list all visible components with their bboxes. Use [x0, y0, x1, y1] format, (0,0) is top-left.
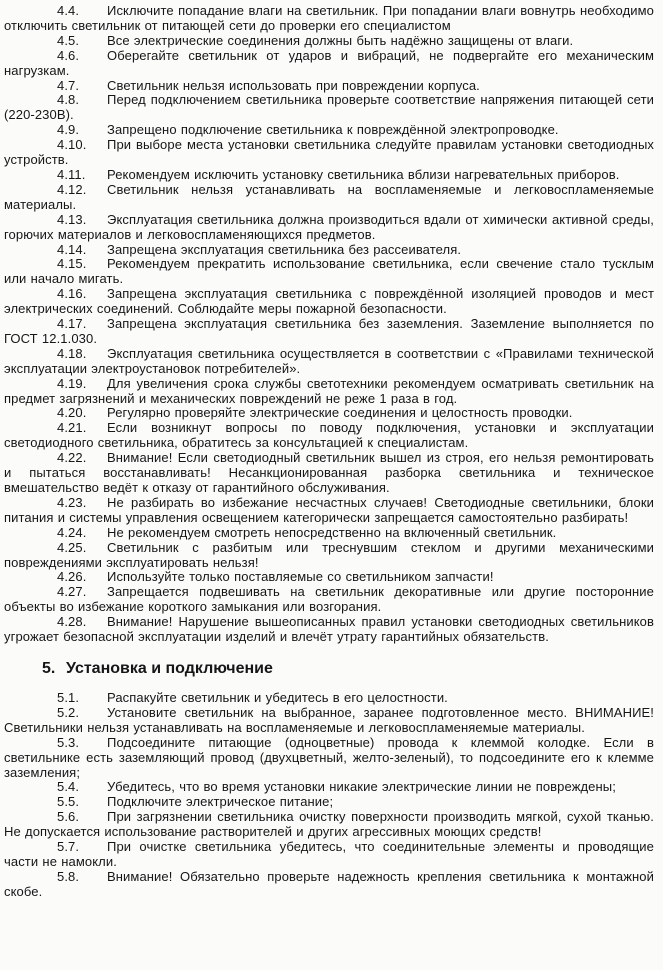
numbered-paragraph: [4, 780, 654, 795]
item-number: 4.23.: [57, 494, 87, 510]
item-text: Распакуйте светильник и убедитесь в его целостности.: [107, 689, 448, 705]
item-number: 4.19.: [57, 375, 87, 391]
item-number: 4.4.: [57, 3, 80, 18]
item-text: Используйте только поставляемые со светильником запчасти!: [107, 569, 494, 585]
section-5-item-list: [4, 691, 654, 900]
numbered-paragraph: [4, 213, 654, 243]
item-number: 4.26.: [57, 569, 87, 585]
item-text: Запрещена эксплуатация светильника без рассеивателя.: [107, 241, 462, 257]
numbered-paragraph: [4, 406, 654, 421]
numbered-paragraph: [4, 317, 654, 347]
section-5-heading-number: 5.: [42, 659, 56, 677]
numbered-paragraph: [4, 840, 654, 870]
numbered-paragraph: [4, 123, 654, 138]
item-number: 4.16.: [57, 286, 87, 302]
item-text: Внимание! Обязательно проверьте надежность крепления светильника к монтажной скобе.: [4, 868, 654, 899]
item-text: Внимание! Если светодиодный светильник вышел из строя, его нельзя ремонтировать и пытаться восстанавливать! Несанкционированная разборка светильника и техническое вмешательство ведёт к отказу от гарантийного обслуживания.: [4, 450, 654, 495]
item-number: 4.8.: [57, 92, 80, 108]
item-text: Перед подключением светильника проверьте соответствие напряжения питающей сети (220-230В).: [4, 92, 654, 123]
item-number: 5.6.: [57, 809, 80, 825]
item-number: 4.13.: [57, 211, 87, 227]
item-number: 5.3.: [57, 734, 80, 750]
item-text: Рекомендуем исключить установку светильника вблизи нагревательных приборов.: [107, 166, 620, 182]
section-5-heading-title: Установка и подключение: [66, 659, 273, 677]
item-text: Исключите попадание влаги на светильник. При попадании влаги вовнутрь необходимо отключить светильник от питающей сети до проверки его специалистом: [4, 3, 654, 33]
item-text: Не разбирать во избежание несчастных случаев! Светодиодные светильники, блоки питания и системы управления освещением категорически запрещается самостоятельно разбирать!: [4, 494, 654, 525]
numbered-paragraph: [4, 870, 654, 900]
numbered-paragraph: [4, 810, 654, 840]
item-text: Запрещается подвешивать на светильник декоративные или другие посторонние объекты во избежание короткого замыкания или возгорания.: [4, 584, 654, 615]
numbered-paragraph: [4, 347, 654, 377]
item-number: 4.28.: [57, 614, 87, 630]
item-text: Запрещено подключение светильника к повреждённой электропроводке.: [107, 122, 559, 138]
item-number: 4.25.: [57, 539, 87, 555]
numbered-paragraph: [4, 243, 654, 258]
numbered-paragraph: [4, 541, 654, 571]
item-text: Установите светильник на выбранное, заранее подготовленное место. ВНИМАНИЕ! Светильники нельзя устанавливать на воспламеняемые и легковоспламеняемые материалы.: [4, 704, 654, 735]
item-text: Светильник с разбитым или треснувшим стеклом и другими механическими повреждениями эксплуатировать нельзя!: [4, 539, 654, 570]
item-text: Подсоедините питающие (одноцветные) провода к клеммой колодке. Если в светильнике есть заземляющий провод (двухцветный, желто-зеленый), то подсоедините его к клемме заземления;: [4, 734, 654, 780]
item-text: Подключите электрическое питание;: [107, 794, 334, 810]
item-text: При выборе места установки светильника следуйте правилам установки светодиодных устройств.: [4, 137, 654, 168]
item-text: Эксплуатация светильника должна производиться вдали от химически активной среды, горючих материалов и легковоспламеняющихся предметов.: [4, 211, 654, 242]
item-text: Если возникнут вопросы по поводу подключения, установки и эксплуатации светодиодного светильника, обратитесь за консультацией к специалистам.: [4, 420, 654, 451]
numbered-paragraph: [4, 79, 654, 94]
numbered-paragraph: [4, 183, 654, 213]
item-number: 4.6.: [57, 47, 80, 63]
numbered-paragraph: [4, 34, 654, 49]
item-text: Рекомендуем прекратить использование светильника, если свечение стало тусклым или начало мигать.: [4, 256, 654, 287]
item-number: 4.9.: [57, 122, 80, 138]
numbered-paragraph: [4, 795, 654, 810]
numbered-paragraph: [4, 451, 654, 496]
item-number: 4.12.: [57, 181, 87, 197]
numbered-paragraph: [4, 496, 654, 526]
section-5-heading: [4, 660, 654, 678]
item-number: 5.8.: [57, 868, 80, 884]
numbered-paragraph: [4, 691, 654, 706]
item-number: 4.24.: [57, 524, 87, 540]
item-number: 4.21.: [57, 420, 87, 436]
item-number: 5.7.: [57, 839, 80, 855]
numbered-paragraph: [4, 168, 654, 183]
item-number: 4.10.: [57, 137, 87, 153]
numbered-paragraph: [4, 257, 654, 287]
item-text: Внимание! Нарушение вышеописанных правил установки светодиодных светильников угрожает безопасной эксплуатации изделий и влечёт утрату гарантийных обязательств.: [4, 614, 654, 645]
numbered-paragraph: [4, 736, 654, 781]
item-text: Запрещена эксплуатация светильника без заземления. Заземление выполняется по ГОСТ 12.1.030.: [4, 316, 654, 346]
item-number: 5.5.: [57, 794, 80, 810]
item-number: 4.5.: [57, 32, 80, 48]
numbered-paragraph: [4, 49, 654, 79]
numbered-paragraph: [4, 287, 654, 317]
section-4-safety-rules: [4, 4, 654, 645]
item-text: При очистке светильника убедитесь, что соединительные элементы и проводящие части не намокли.: [4, 839, 654, 869]
numbered-paragraph: [4, 4, 654, 34]
numbered-paragraph: [4, 138, 654, 168]
item-number: 4.7.: [57, 77, 80, 93]
item-number: 5.2.: [57, 704, 80, 720]
item-text: При загрязнении светильника очистку поверхности производить мягкой, сухой тканью. Не допускается использование растворителей и других агрессивных моющих средств!: [4, 809, 654, 840]
item-text: Эксплуатация светильника осуществляется в соответствии с «Правилами технической эксплуатации электроустановок потребителей».: [4, 345, 654, 376]
item-number: 5.1.: [57, 689, 80, 705]
numbered-paragraph: [4, 615, 654, 645]
item-text: Светильник нельзя использовать при повреждении корпуса.: [107, 77, 480, 93]
item-text: Не рекомендуем смотреть непосредственно на включенный светильник.: [107, 524, 557, 540]
numbered-paragraph: [4, 526, 654, 541]
item-number: 5.4.: [57, 779, 80, 795]
numbered-paragraph: [4, 570, 654, 585]
numbered-paragraph: [4, 93, 654, 123]
section-5-installation: [4, 691, 654, 900]
item-text: Все электрические соединения должны быть надёжно защищены от влаги.: [107, 32, 574, 48]
item-number: 4.15.: [57, 256, 87, 272]
item-text: Запрещена эксплуатация светильника с повреждённой изоляцией проводов и мест электрических соединений. Соблюдайте меры пожарной безопасности.: [4, 286, 654, 317]
item-number: 4.27.: [57, 584, 87, 600]
numbered-paragraph: [4, 377, 654, 407]
item-number: 4.22.: [57, 450, 87, 466]
item-number: 4.14.: [57, 241, 87, 257]
numbered-paragraph: [4, 706, 654, 736]
item-text: Регулярно проверяйте электрические соединения и целостность проводки.: [107, 405, 573, 421]
section-4-item-list: [4, 4, 654, 645]
item-number: 4.17.: [57, 316, 87, 332]
item-text: Оберегайте светильник от ударов и вибраций, не подвергайте его механическим нагрузкам.: [4, 47, 654, 78]
item-text: Для увеличения срока службы светотехники рекомендуем осматривать светильник на предмет загрязнений и механических повреждений не реже 1 раза в год.: [4, 375, 654, 406]
numbered-paragraph: [4, 421, 654, 451]
numbered-paragraph: [4, 585, 654, 615]
item-number: 4.18.: [57, 345, 87, 361]
item-text: Убедитесь, что во время установки никакие электрические линии не повреждены;: [107, 779, 616, 795]
item-number: 4.11.: [57, 166, 86, 182]
item-number: 4.20.: [57, 405, 87, 421]
item-text: Светильник нельзя устанавливать на воспламеняемые и легковоспламеняемые материалы.: [4, 181, 654, 212]
